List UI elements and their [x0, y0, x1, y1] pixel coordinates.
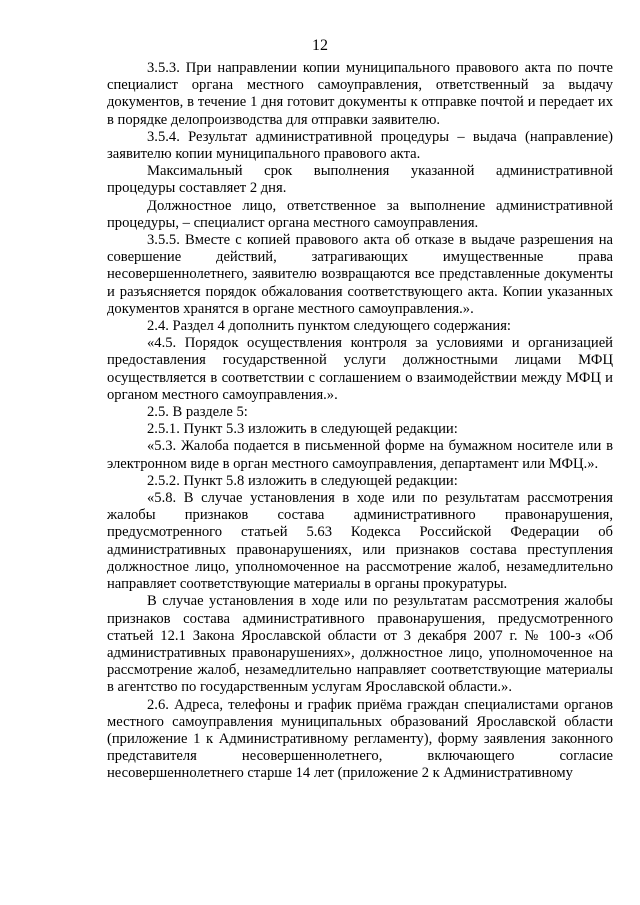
paragraph-2-5-2: 2.5.2. Пункт 5.8 изложить в следующей редакции: [147, 472, 458, 489]
paragraph-2-5: 2.5. В разделе 5: [147, 404, 248, 421]
paragraph-responsible-official: Должностное лицо, ответственное за выполнение административной процедуры, – специалист органа местного самоуправления. [107, 197, 613, 231]
paragraph-5-8-continued: В случае установления в ходе или по результатам рассмотрения жалобы признаков состава административного правонарушения, предусмотренного статьей 12.1 Закона Ярославской области от 3 декабря 2007 г. № 100-з «Об административных правонарушениях», должностное лицо, уполномоченное на рассмотрение жалоб, незамедлительно направляет соответствующие материалы в агентство по государственным услугам Ярославской области.». [107, 593, 613, 696]
document-body [107, 60, 613, 783]
paragraph-3-5-3: 3.5.3. При направлении копии муниципального правового акта по почте специалист органа местного самоуправления, ответственный за выдачу документов, в течение 1 дня готовит документы к отправке почтой и передает их в порядке делопроизводства для отправки заявителю. [107, 60, 613, 128]
paragraph-2-5-1: 2.5.1. Пункт 5.3 изложить в следующей редакции: [147, 421, 458, 438]
paragraph-4-5: «4.5. Порядок осуществления контроля за условиями и организацией предоставления государственной услуги должностными лицами МФЦ осуществляется в соответствии с соглашением о взаимодействии между МФЦ и органом местного самоуправления.». [107, 335, 613, 403]
paragraph-5-3: «5.3. Жалоба подается в письменной форме на бумажном носителе или в электронном виде в орган местного самоуправления, департамент или МФЦ.». [107, 438, 613, 472]
paragraph-2-4: 2.4. Раздел 4 дополнить пунктом следующего содержания: [147, 318, 511, 335]
paragraph-max-term: Максимальный срок выполнения указанной административной процедуры составляет 2 дня. [107, 163, 613, 197]
paragraph-2-6: 2.6. Адреса, телефоны и график приёма граждан специалистами органов местного самоуправления муниципальных образований Ярославской области (приложение 1 к Административному регламенту), форму заявления законного представителя несовершеннолетнего, включающего согласие несовершеннолетнего старше 14 лет (приложение 2 к Административному [107, 696, 613, 782]
paragraph-5-8: «5.8. В случае установления в ходе или по результатам рассмотрения жалобы признаков состава административного правонарушения, предусмотренного статьей 5.63 Кодекса Российской Федерации об административных правонарушениях, или признаков состава преступления должностное лицо, уполномоченное на рассмотрение жалоб, незамедлительно направляет соответствующие материалы в органы прокуратуры. [107, 490, 613, 593]
paragraph-3-5-5: 3.5.5. Вместе с копией правового акта об отказе в выдаче разрешения на совершение действий, затрагивающих имущественные права несовершеннолетнего, заявителю возвращаются все представленные документы и разъясняется порядок обжалования соответствующего акта. Копии указанных документов хранятся в органе местного самоуправления.». [107, 232, 613, 317]
paragraph-3-5-4: 3.5.4. Результат административной процедуры – выдача (направление) заявителю копии муниципального правового акта. [107, 128, 613, 163]
page-number: 12 [312, 37, 328, 54]
